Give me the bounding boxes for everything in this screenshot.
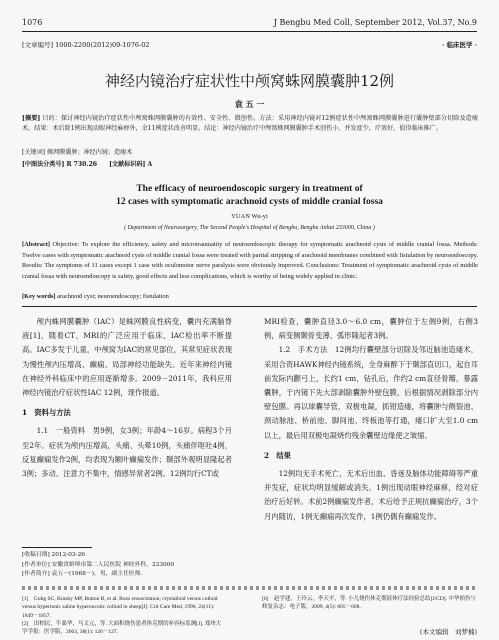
section-heading-methods: 1 资料与方法 bbox=[22, 408, 71, 418]
author-name: 袁 五 一 bbox=[234, 99, 265, 109]
english-title-line1: The efficacy of neuroendoscopic surgery in treatment of bbox=[136, 184, 363, 194]
abstract-cn-label: [摘要] bbox=[22, 115, 41, 122]
editor-signoff: (本文编辑 刘梦楠) bbox=[419, 628, 477, 636]
keywords-en bbox=[22, 292, 478, 303]
keywords-en-label: [Key words] bbox=[22, 293, 56, 300]
intro-paragraph: 颅内蛛网膜囊肿（IAC）是蛛网膜良性病变，囊内充满脑脊液[1]，随着CT、MRI的广泛应用于临床，IAC检出率不断提高。IAC多发于儿童，中颅窝为IAC的常见部位，其常见症状表现为慢性颅内压增高、癫痫、局部神经功能缺失。近年来神经内镜在神经外科临床中的应用逐渐增多。2009－2011年，我科应用神经内镜治疗症状性IAC 12例，现作报道。 bbox=[22, 317, 232, 398]
page-number: 1076 bbox=[22, 18, 43, 27]
keywords-en-text: arachnoid cyst; neuroendoscopy; fistulation bbox=[57, 293, 169, 300]
article-meta bbox=[22, 40, 477, 49]
author-unit: [作者单位] 安徽省蚌埠市第二人民医院 神经外科，233000 bbox=[22, 561, 175, 568]
english-affiliation: ( Department of Neurosurgery, The Second People's Hospital of Bengbu, Bengbu Anhui 233000, China ) bbox=[124, 225, 375, 231]
keywords-cn: [关键词] 蛛网膜囊肿；神经内镜；造瘘术 bbox=[22, 149, 133, 156]
english-author: YUAN Wu-yi bbox=[231, 213, 268, 220]
paper-title: 神经内镜治疗症状性中颅窝蛛网膜囊肿12例 bbox=[104, 72, 395, 90]
surgery-method-paragraph: 1.2 手术方法 12例均行囊壁部分切除及邻近脑池造瘘术，采用合资HAWK神经内镜系统，全身麻醉下于颞部直切口，起自耳前发际内颧弓上，长约1 cm，钻孔后，作约2 cm直径骨瓣，暴露囊肿，于内镜下先大部剥除囊肿外壁包膜，后根据情况剥除部分内壁包膜。再以球囊导管，双极电凝，抓钳造瘘，将囊肿与侧裂池、颈动脉池、桥前池、脚间池、终板池等打通，瘘口扩大至1.0 cm以上，最后用双极电凝烧灼残余囊壁边缘使之皱缩。 bbox=[264, 345, 479, 440]
reference-1: [1] Gubg SC, Kinsky MP, Button B, et al. Burn resuscitation; crystalloid versus colloid versus hypertonic saline hyperoncotic colloid in sheep[J]. Crit Care Med, 1996, 24(11): 1849－1857. bbox=[22, 596, 218, 619]
abstract-rule bbox=[22, 306, 477, 307]
reference-6: [6] 赵学建，王玲云，李天平，等. 小儿烧伤休克期液体疗法经验总结[J/CD]. 中华损伤与修复杂志：电子版，2009, 4(5): 605－608. bbox=[262, 596, 476, 611]
author-bio: [作者简介] 袁五一(1968－)，男，副主任医师. bbox=[22, 571, 143, 577]
section-heading-results: 2 结果 bbox=[264, 450, 291, 460]
results-paragraph: 12例均无手术死亡，无术后出血、昏迷及脑体功能障碍等严重并发症，症状均明显缓解或消失。1例出现动眼神经麻痹，经对症治疗后好转。术前2例癫痫发作者，术后给予正规抗癫痫治疗，3个月内随访，1例无癫痫再次发作，1例仍偶有癫痫发作。 bbox=[264, 469, 478, 521]
abstract-cn bbox=[22, 114, 478, 134]
continued-paragraph: MRI检查，囊肿直径3.0～6.0 cm，囊肿位于左侧9例，右侧3例，病变侧颞骨变薄、弧形隆起者3例。 bbox=[264, 317, 478, 341]
running-header bbox=[22, 18, 477, 32]
english-title-line2: 12 cases with symptomatic arachnoid cysts of middle cranial fossa bbox=[116, 197, 383, 207]
journal-citation: J Bengbu Med Coll, September 2012, Vol.37, No.9 bbox=[273, 18, 477, 27]
general-data-paragraph: 1.1 一般资料 男9例，女3例；年龄4～16岁。病程3个月至2年。症状为颅内压增高，头痛、头晕10例，头痛伴呕吐4例，反复癫痫发作2例，均表现为额叶癫痫发作；颞部外观明显隆起者3例；多动、注意力不集中，情感异常者2例。12例均行CT或 bbox=[22, 426, 232, 479]
abstract-cn-text: 目的：探讨神经内镜治疗症状性中颅窝蛛网膜囊肿的有效性、安全性、微创性。方法：采用神经内镜对12例症状性中颅窝蛛网膜囊肿进行囊肿壁部分切除及造瘘术。结果：术后除1例出现动眼神经麻痹外，余11例症状改善明显。结论：神经内镜治疗中颅窝蛛网膜囊肿手术创伤小、并发症少，疗效好，值得临床推广。 bbox=[22, 115, 478, 132]
footnote bbox=[22, 551, 227, 580]
body-right-column bbox=[264, 315, 478, 524]
header-rule bbox=[22, 31, 477, 32]
reference-divider bbox=[22, 586, 477, 590]
article-id: [文章编号] 1000-2200(2012)09-1076-02 bbox=[22, 41, 150, 49]
english-title bbox=[0, 183, 499, 209]
body-left-column bbox=[22, 315, 232, 481]
classification: [中图法分类号] R 730.26 [文献标识码] A bbox=[22, 161, 153, 168]
abstract-en-label: [Abstract] bbox=[22, 241, 51, 248]
abstract-en bbox=[22, 240, 478, 282]
received-date: [收稿日期] 2012-03-26 bbox=[22, 552, 85, 558]
column-label: · 临床医学 · bbox=[441, 41, 477, 49]
footnote-rule bbox=[22, 547, 92, 548]
abstract-en-text: Objective: To explore the efficiency, safety and microtraumatity of neuroendoscopic therapy for symptomatic arachnoid cysts of middle cranial fossa. Methods: Twelve cases with symptomatic arachnoid cysts of middle cranial fossa were treated with partial stripping of arachnoid membranes combined with fistulation by neuroendoscopy. Results: The symptoms of 11 cases except 1 case with oculomotor nerve paralysis were obviously improved. Conclusions: Treatment of symptomatic arachnoid cysts of middle cranial fossa with neuroendoscopy is safety, good effects and less complications, which is worthy of being widely applied in clinic. bbox=[22, 241, 478, 280]
reference-2: [2] 田柏民，牛桑华，马文元，等. 大面积烧伤患者休克期的补容标监测[J]. 郑州大学学报：医学版，2003, 38(1): 126－127. bbox=[22, 620, 222, 636]
